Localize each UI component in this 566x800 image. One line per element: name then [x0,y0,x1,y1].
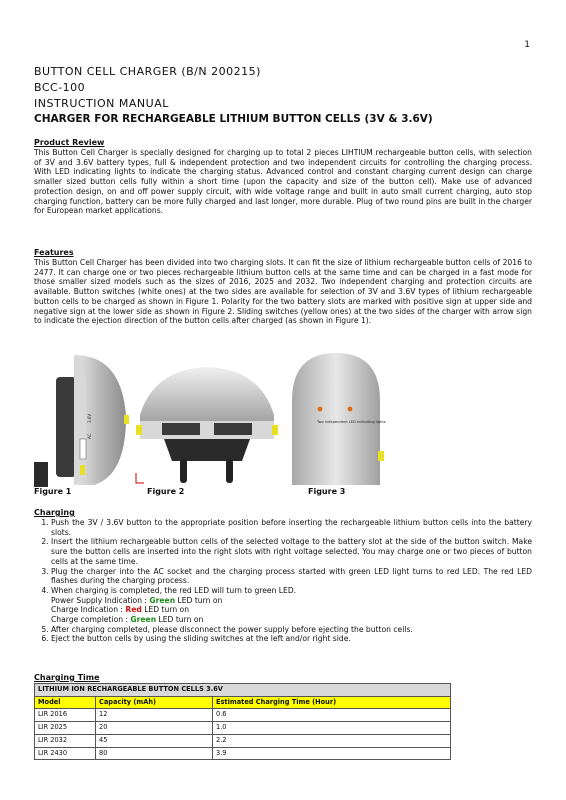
features-section [34,248,532,326]
table-header-capacity: Capacity (mAh) [96,696,213,709]
features-heading: Features [34,248,74,257]
indication-power: Power Supply Indication : Green LED turn on [51,595,223,605]
cell-model: LIR 2430 [35,747,96,760]
figure-2-image [134,365,280,485]
title-line-1: BUTTON CELL CHARGER (B/N 200215) [34,65,261,78]
charging-time-heading: Charging Time [34,673,100,682]
charging-step-4 [51,586,532,625]
table-header-time: Estimated Charging Time (Hour) [213,696,451,709]
cell-time: 1.0 [213,722,451,735]
figure-1-label-ac: AC [87,433,92,439]
cell-time: 2.2 [213,734,451,747]
cell-capacity: 12 [96,709,213,722]
charging-step-1: 1. Push the 3V / 3.6V button to the appropriate position before inserting the rechargeable lithium button cells into the battery slots. [51,518,532,537]
cell-model: LIR 2016 [35,709,96,722]
charging-step-4-text: When charging is completed, the red LED will turn to green LED. [51,585,297,595]
title-line-4: CHARGER FOR RECHARGEABLE LITHIUM BUTTON CELLS (3V & 3.6V) [34,113,433,125]
figures-row [34,347,534,497]
charging-step-2: 2. Insert the lithium rechargeable button cells of the selected voltage to the battery slot at the side of the button switch. Make sure the button cells are inserted into the right slots with right voltage selected. You may charge one or two pieces of button cells at the same time. [51,537,532,566]
charging-step-6: 6. Eject the button cells by using the sliding switches at the left and/or right side. [51,634,532,644]
charging-step-3: 3. Plug the charger into the AC socket and the charging process started with green LED light turns to red LED. The red LED flashes during the charging process. [51,567,532,586]
charging-steps [34,518,532,644]
page-number: 1 [524,40,530,50]
table-row [35,722,451,735]
product-review-body: This Button Cell Charger is specially designed for charging up to total 2 pieces LIHTIUM rechargeable button cells, with selection of 3V and 3.6V battery types, full & independent protection and two independent circuits for controlling the charging process. With LED indicating lights to indicate the charging status. Advanced control and constant charging current design can charge smaller sized button cells fully within a short time (upon the capacity and size of the button cell). Make use of advanced protection design, on and off power supply circuit, with wide voltage range and built in auto small current charging, auto stop charging function, battery can be more fully charged and last longer, more durable. Plug of two round pins are built in the charger for European market applications. [34,148,532,216]
product-review-heading: Product Review [34,138,105,147]
figure-3-annotation: Two independent LED indicating lights [317,420,386,424]
table-row [35,747,451,760]
table-caption: LITHIUM ION RECHARGEABLE BUTTON CELLS 3.6V [35,684,451,697]
title-line-3: INSTRUCTION MANUAL [34,97,169,110]
table-row [35,734,451,747]
indication-charge: Charge Indication : Red LED turn on [51,605,190,615]
cell-model: LIR 2032 [35,734,96,747]
charging-time-section [34,673,532,760]
features-body: This Button Cell Charger has been divided into two charging slots. It can fit the size of lithium rechargeable button cells of 2016 to 2477. It can charge one or two pieces rechargeable lithium button cells at the same time and can be charged in a fast mode for those smaller sized models such as the sizes of 2016, 2025 and 2032. Two independent charging and protection circuits are available. Button switches (white ones) at the two sides are available for selection of 3V and 3.6V types of lithium rechargeable button cells to be charged as shown in Figure 1. Polarity for the two battery slots are marked with positive sign at upper side and negative sign at the lower side as shown in Figure 2. Sliding switches (yellow ones) at the two sides of the charger with arrow sign to indicate the ejection direction of the button cells after charged (as shown in Figure 1). [34,258,532,326]
cell-capacity: 20 [96,722,213,735]
figure-1-image [34,347,130,487]
title-line-2: BCC-100 [34,81,86,94]
charging-step-5: 5. After charging completed, please disconnect the power supply before ejecting the button cells. [51,625,532,635]
table-header-model: Model [35,696,96,709]
document-header [34,64,534,126]
figure-1-caption: Figure 1 [34,487,72,496]
cell-model: LIR 2025 [35,722,96,735]
figure-1-label-36v: 3.6V [87,413,92,423]
table-row [35,709,451,722]
product-review-section [34,138,532,216]
cell-time: 0.6 [213,709,451,722]
cell-capacity: 80 [96,747,213,760]
figure-3-caption: Figure 3 [308,487,346,496]
figure-2-caption: Figure 2 [147,487,185,496]
cell-time: 3.9 [213,747,451,760]
indication-complete: Charge completion : Green LED turn on [51,615,204,625]
charging-section [34,508,532,644]
figure-3-image [284,351,388,485]
cell-capacity: 45 [96,734,213,747]
charging-time-table [34,683,451,760]
charging-heading: Charging [34,508,75,517]
